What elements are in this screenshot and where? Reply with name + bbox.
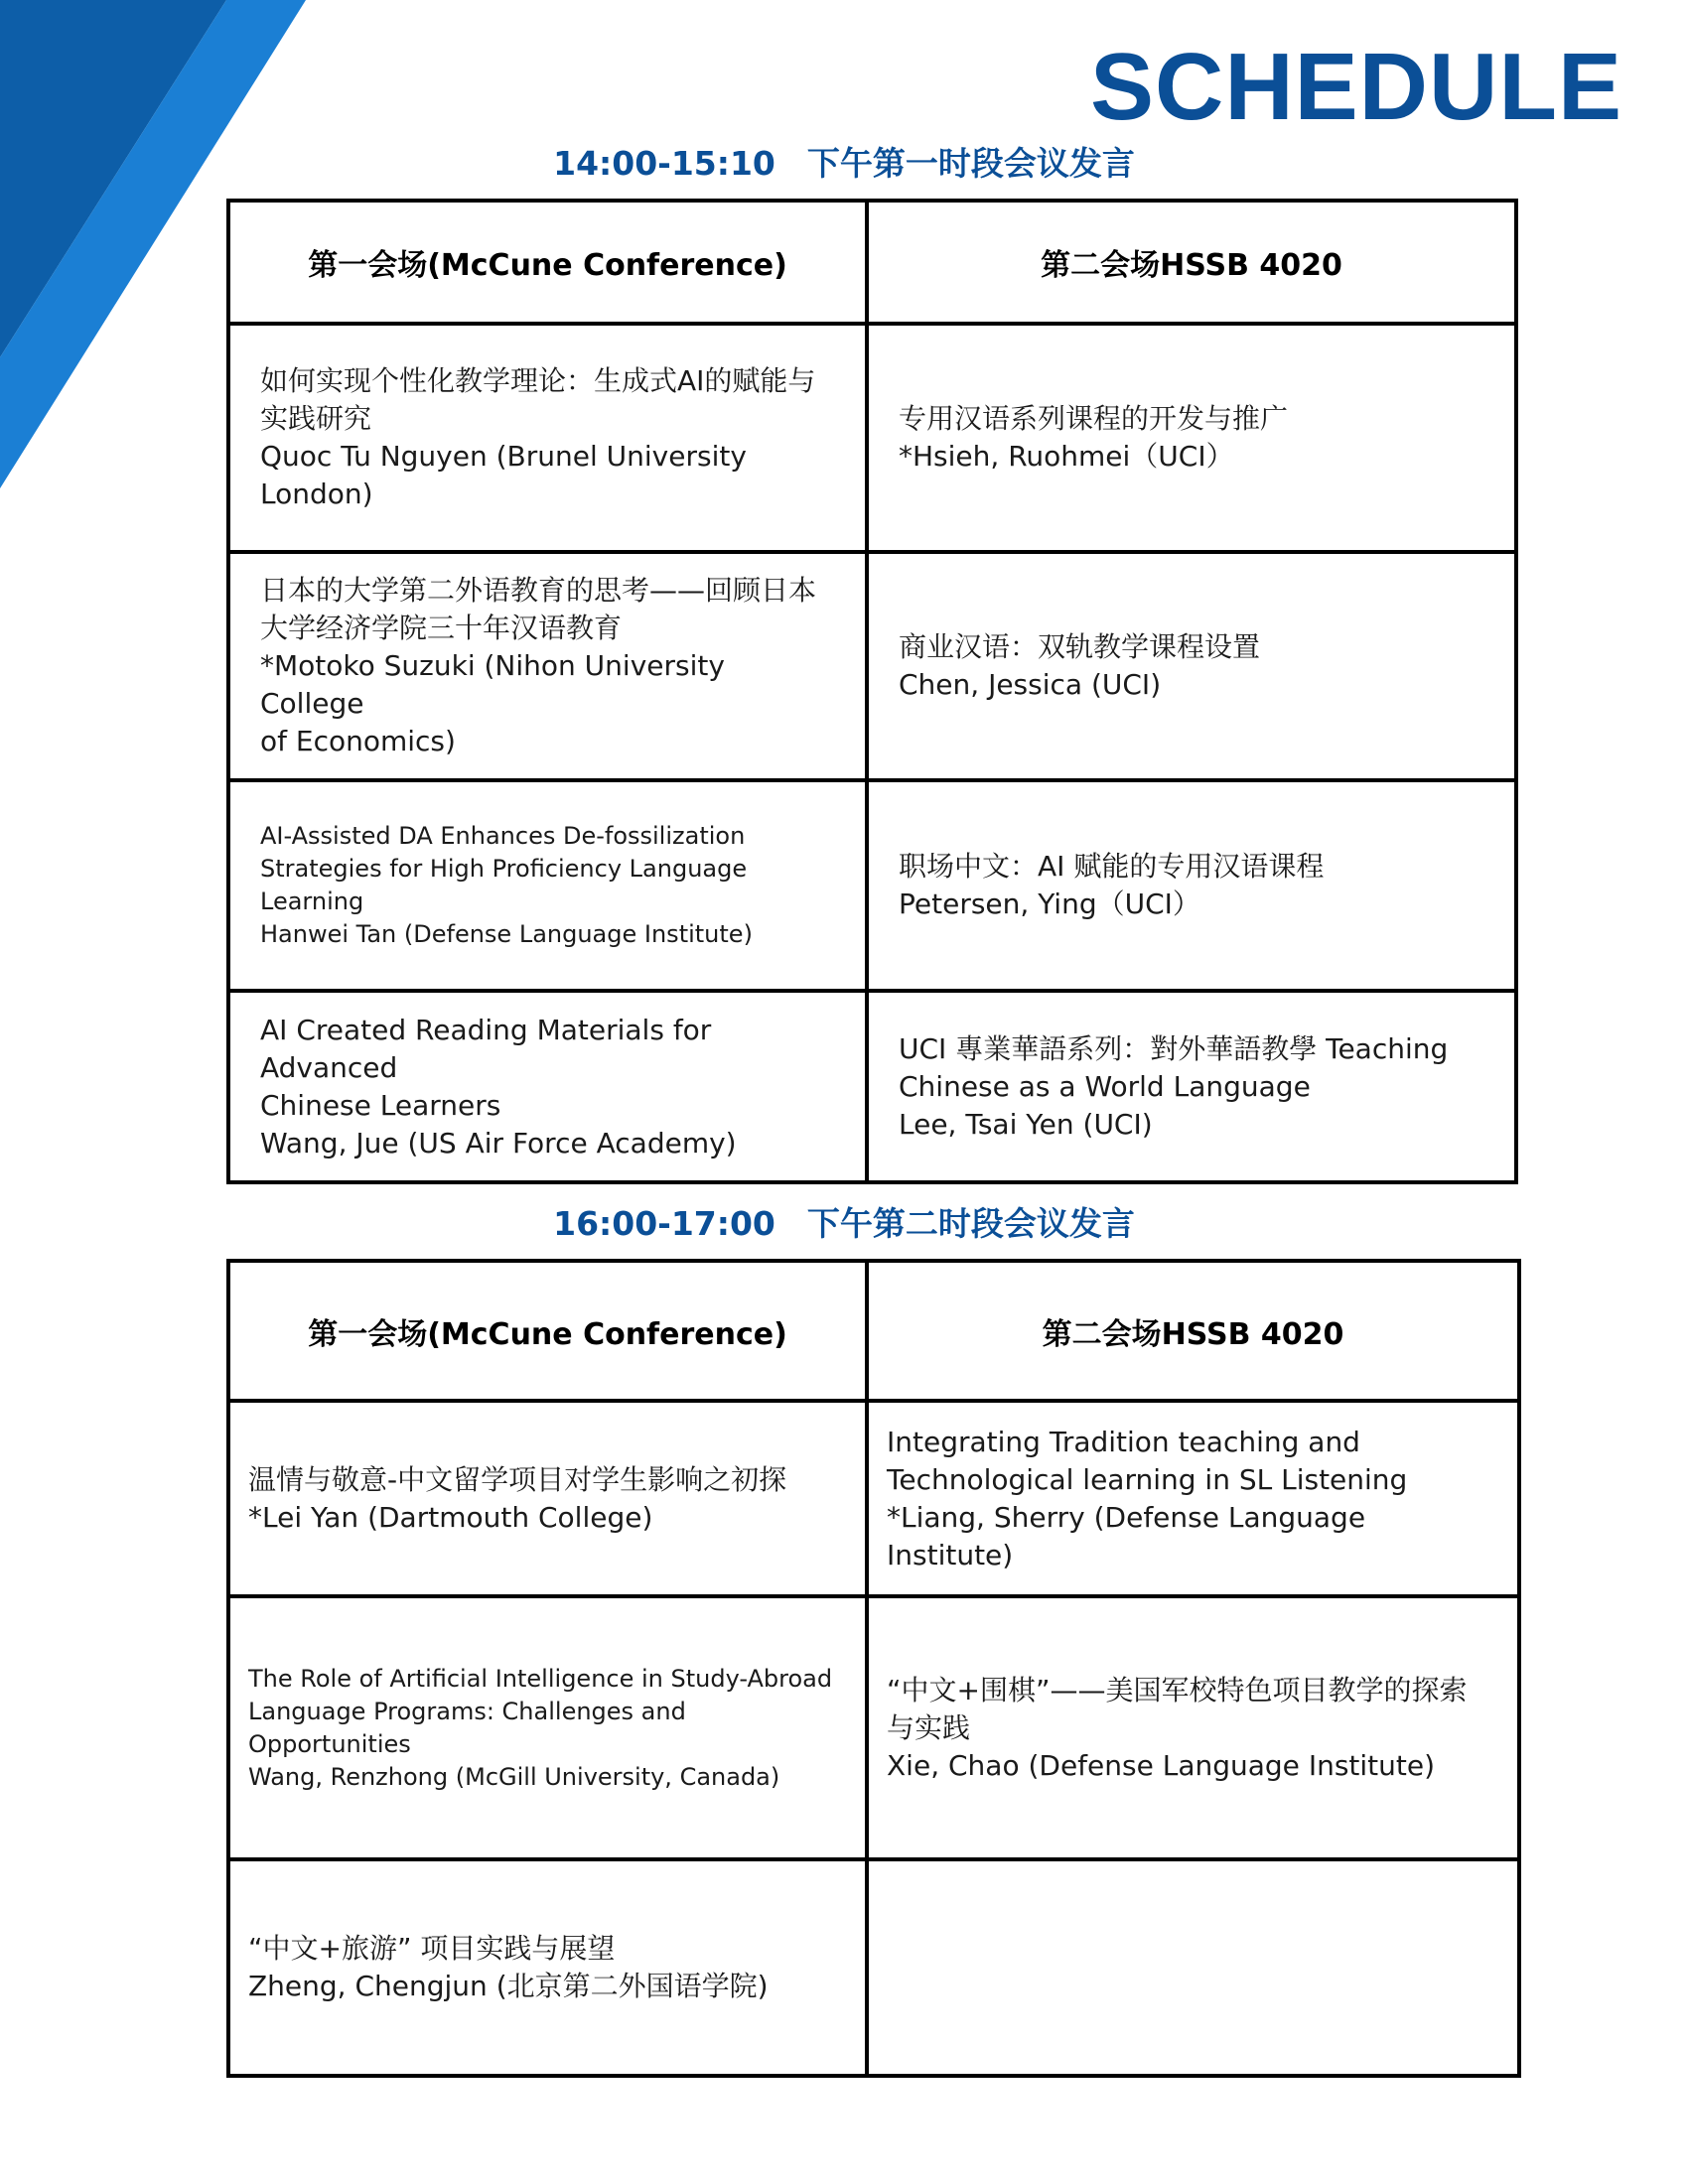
session-cell: [228, 1859, 867, 2076]
column-header-venue-2: 第二会场HSSB 4020: [867, 1261, 1519, 1401]
cell-line: Zheng, Chengjun (北京第二外国语学院): [248, 1970, 769, 2002]
cell-line: Quoc Tu Nguyen (Brunel University: [260, 440, 747, 473]
cell-line: “中文+围棋”——美国军校特色项目教学的探索: [887, 1673, 1468, 1706]
cell-line: AI-Assisted DA Enhances De-fossilization: [260, 822, 746, 850]
cell-line: Lee, Tsai Yen (UCI): [899, 1107, 1153, 1141]
session-cell: [867, 1401, 1519, 1596]
table-row: [228, 1596, 1519, 1859]
table-row: [228, 991, 1516, 1182]
session-cell: [867, 324, 1516, 552]
cell-line: 温情与敬意-中文留学项目对学生影响之初探: [248, 1462, 787, 1496]
cell-line: 大学经济学院三十年汉语教育: [260, 612, 623, 644]
session-cell: [228, 552, 867, 780]
cell-line: *Liang, Sherry (Defense Language Institute): [887, 1500, 1366, 1571]
session-2-heading: [0, 1204, 1688, 1243]
cell-line: Xie, Chao (Defense Language Institute): [887, 1748, 1436, 1782]
cell-line: 职场中文：AI 赋能的专用汉语课程: [899, 850, 1325, 883]
cell-line: Chinese as a World Language: [899, 1069, 1311, 1103]
session-2-table: [226, 1259, 1521, 2078]
session-1-heading: [0, 144, 1688, 183]
cell-line: “中文+旅游” 项目实践与展望: [248, 1932, 616, 1965]
table-row: [228, 552, 1516, 780]
cell-line: 商业汉语：双轨教学课程设置: [899, 630, 1261, 663]
session-cell: [228, 324, 867, 552]
cell-line: UCI 專業華語系列：對外華語教學 Teaching: [899, 1031, 1449, 1065]
table-row: [228, 1401, 1519, 1596]
cell-line: 实践研究: [260, 402, 372, 435]
session-cell: [228, 991, 867, 1182]
session-2-time: 16:00-17:00: [553, 1204, 775, 1243]
session-cell: [867, 1596, 1519, 1859]
session-cell: [228, 780, 867, 991]
table-header-row: [228, 1261, 1519, 1401]
cell-line: Language Programs: Challenges and Opportunities: [248, 1697, 686, 1758]
session-cell: [867, 780, 1516, 991]
cell-line: 与实践: [887, 1710, 971, 1744]
session-cell: [867, 552, 1516, 780]
table-row: [228, 1859, 1519, 2076]
table-header-row: [228, 201, 1516, 324]
page-title: SCHEDULE: [1089, 34, 1622, 140]
cell-line: London): [260, 478, 373, 510]
cell-line: *Hsieh, Ruohmei（UCI）: [899, 440, 1234, 473]
session-1-label: 下午第一时段会议发言: [806, 144, 1135, 183]
session-cell: [228, 1401, 867, 1596]
cell-line: of Economics): [260, 725, 456, 757]
cell-line: *Lei Yan (Dartmouth College): [248, 1500, 653, 1534]
cell-line: Petersen, Ying（UCI）: [899, 887, 1200, 920]
cell-line: 如何实现个性化教学理论：生成式AI的赋能与: [260, 364, 816, 397]
column-header-venue-2: 第二会场HSSB 4020: [867, 201, 1516, 324]
column-header-venue-1: 第一会场(McCune Conference): [228, 201, 867, 324]
cell-line: Strategies for High Proficiency Language: [260, 855, 748, 883]
cell-line: Chinese Learners: [260, 1088, 501, 1122]
session-cell: [867, 991, 1516, 1182]
cell-line: 专用汉语系列课程的开发与推广: [899, 402, 1289, 435]
cell-line: Hanwei Tan (Defense Language Institute): [260, 920, 753, 948]
cell-line: Wang, Jue (US Air Force Academy): [260, 1126, 737, 1160]
table-row: [228, 780, 1516, 991]
session-2-label: 下午第二时段会议发言: [806, 1204, 1135, 1243]
cell-line: Chen, Jessica (UCI): [899, 668, 1162, 701]
session-cell: [228, 1596, 867, 1859]
cell-line: 日本的大学第二外语教育的思考——回顾日本: [260, 574, 817, 607]
cell-line: Wang, Renzhong (McGill University, Canada): [248, 1762, 780, 1791]
cell-line: Integrating Tradition teaching and: [887, 1425, 1360, 1458]
cell-line: Technological learning in SL Listening: [887, 1462, 1408, 1496]
session-1-table: [226, 199, 1518, 1184]
cell-line: *Motoko Suzuki (Nihon University College: [260, 649, 725, 720]
cell-line: AI Created Reading Materials for Advanced: [260, 1013, 712, 1084]
column-header-venue-1: 第一会场(McCune Conference): [228, 1261, 867, 1401]
cell-line: Learning: [260, 887, 364, 915]
cell-line: The Role of Artificial Intelligence in Study-Abroad: [248, 1664, 833, 1693]
empty-cell: [867, 1859, 1519, 2076]
table-row: [228, 324, 1516, 552]
session-1-time: 14:00-15:10: [553, 144, 775, 183]
